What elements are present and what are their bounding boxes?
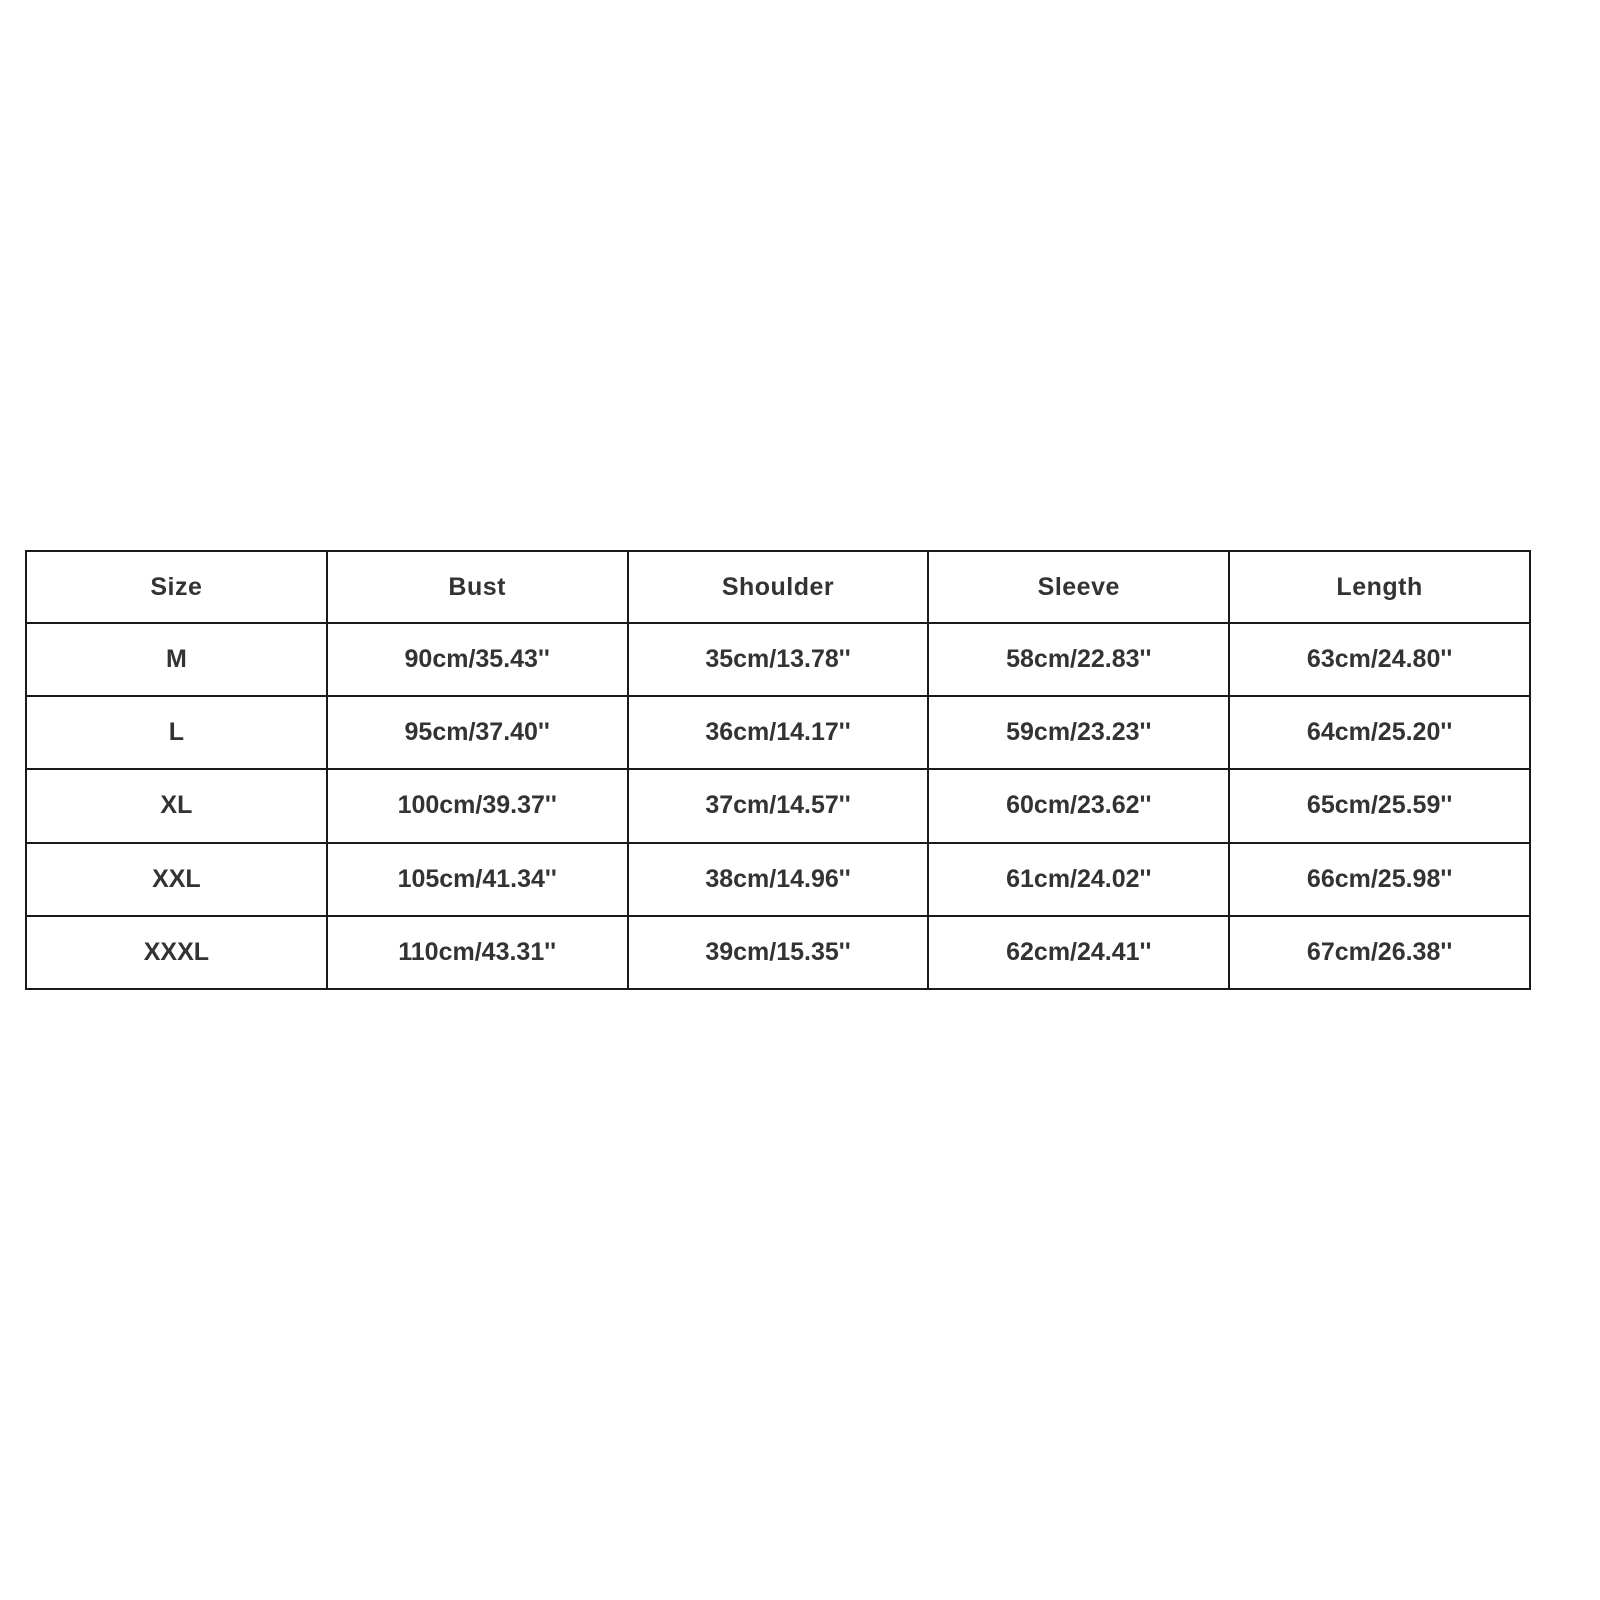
header-sleeve: Sleeve bbox=[928, 551, 1229, 623]
table-row bbox=[26, 769, 1530, 842]
table-cell: 59cm/23.23'' bbox=[928, 696, 1229, 769]
table-cell: XXXL bbox=[26, 916, 327, 989]
table-cell: 61cm/24.02'' bbox=[928, 843, 1229, 916]
table-cell: 39cm/15.35'' bbox=[628, 916, 929, 989]
table-cell: XXL bbox=[26, 843, 327, 916]
header-size: Size bbox=[26, 551, 327, 623]
table-cell: 90cm/35.43'' bbox=[327, 623, 628, 696]
table-row bbox=[26, 623, 1530, 696]
table-cell: M bbox=[26, 623, 327, 696]
table-row bbox=[26, 843, 1530, 916]
table-cell: 95cm/37.40'' bbox=[327, 696, 628, 769]
size-chart-table bbox=[25, 550, 1531, 990]
table-cell: 105cm/41.34'' bbox=[327, 843, 628, 916]
table-cell: 35cm/13.78'' bbox=[628, 623, 929, 696]
table-row bbox=[26, 696, 1530, 769]
table-cell: 62cm/24.41'' bbox=[928, 916, 1229, 989]
table-header-row bbox=[26, 551, 1530, 623]
header-length: Length bbox=[1229, 551, 1530, 623]
table-cell: 64cm/25.20'' bbox=[1229, 696, 1530, 769]
table-cell: 66cm/25.98'' bbox=[1229, 843, 1530, 916]
table-cell: 36cm/14.17'' bbox=[628, 696, 929, 769]
table-cell: L bbox=[26, 696, 327, 769]
table-cell: 37cm/14.57'' bbox=[628, 769, 929, 842]
table-cell: XL bbox=[26, 769, 327, 842]
table-cell: 67cm/26.38'' bbox=[1229, 916, 1530, 989]
table-cell: 60cm/23.62'' bbox=[928, 769, 1229, 842]
table-cell: 38cm/14.96'' bbox=[628, 843, 929, 916]
table-cell: 100cm/39.37'' bbox=[327, 769, 628, 842]
table-cell: 58cm/22.83'' bbox=[928, 623, 1229, 696]
header-bust: Bust bbox=[327, 551, 628, 623]
table-cell: 110cm/43.31'' bbox=[327, 916, 628, 989]
header-shoulder: Shoulder bbox=[628, 551, 929, 623]
table-cell: 65cm/25.59'' bbox=[1229, 769, 1530, 842]
table-row bbox=[26, 916, 1530, 989]
table-cell: 63cm/24.80'' bbox=[1229, 623, 1530, 696]
